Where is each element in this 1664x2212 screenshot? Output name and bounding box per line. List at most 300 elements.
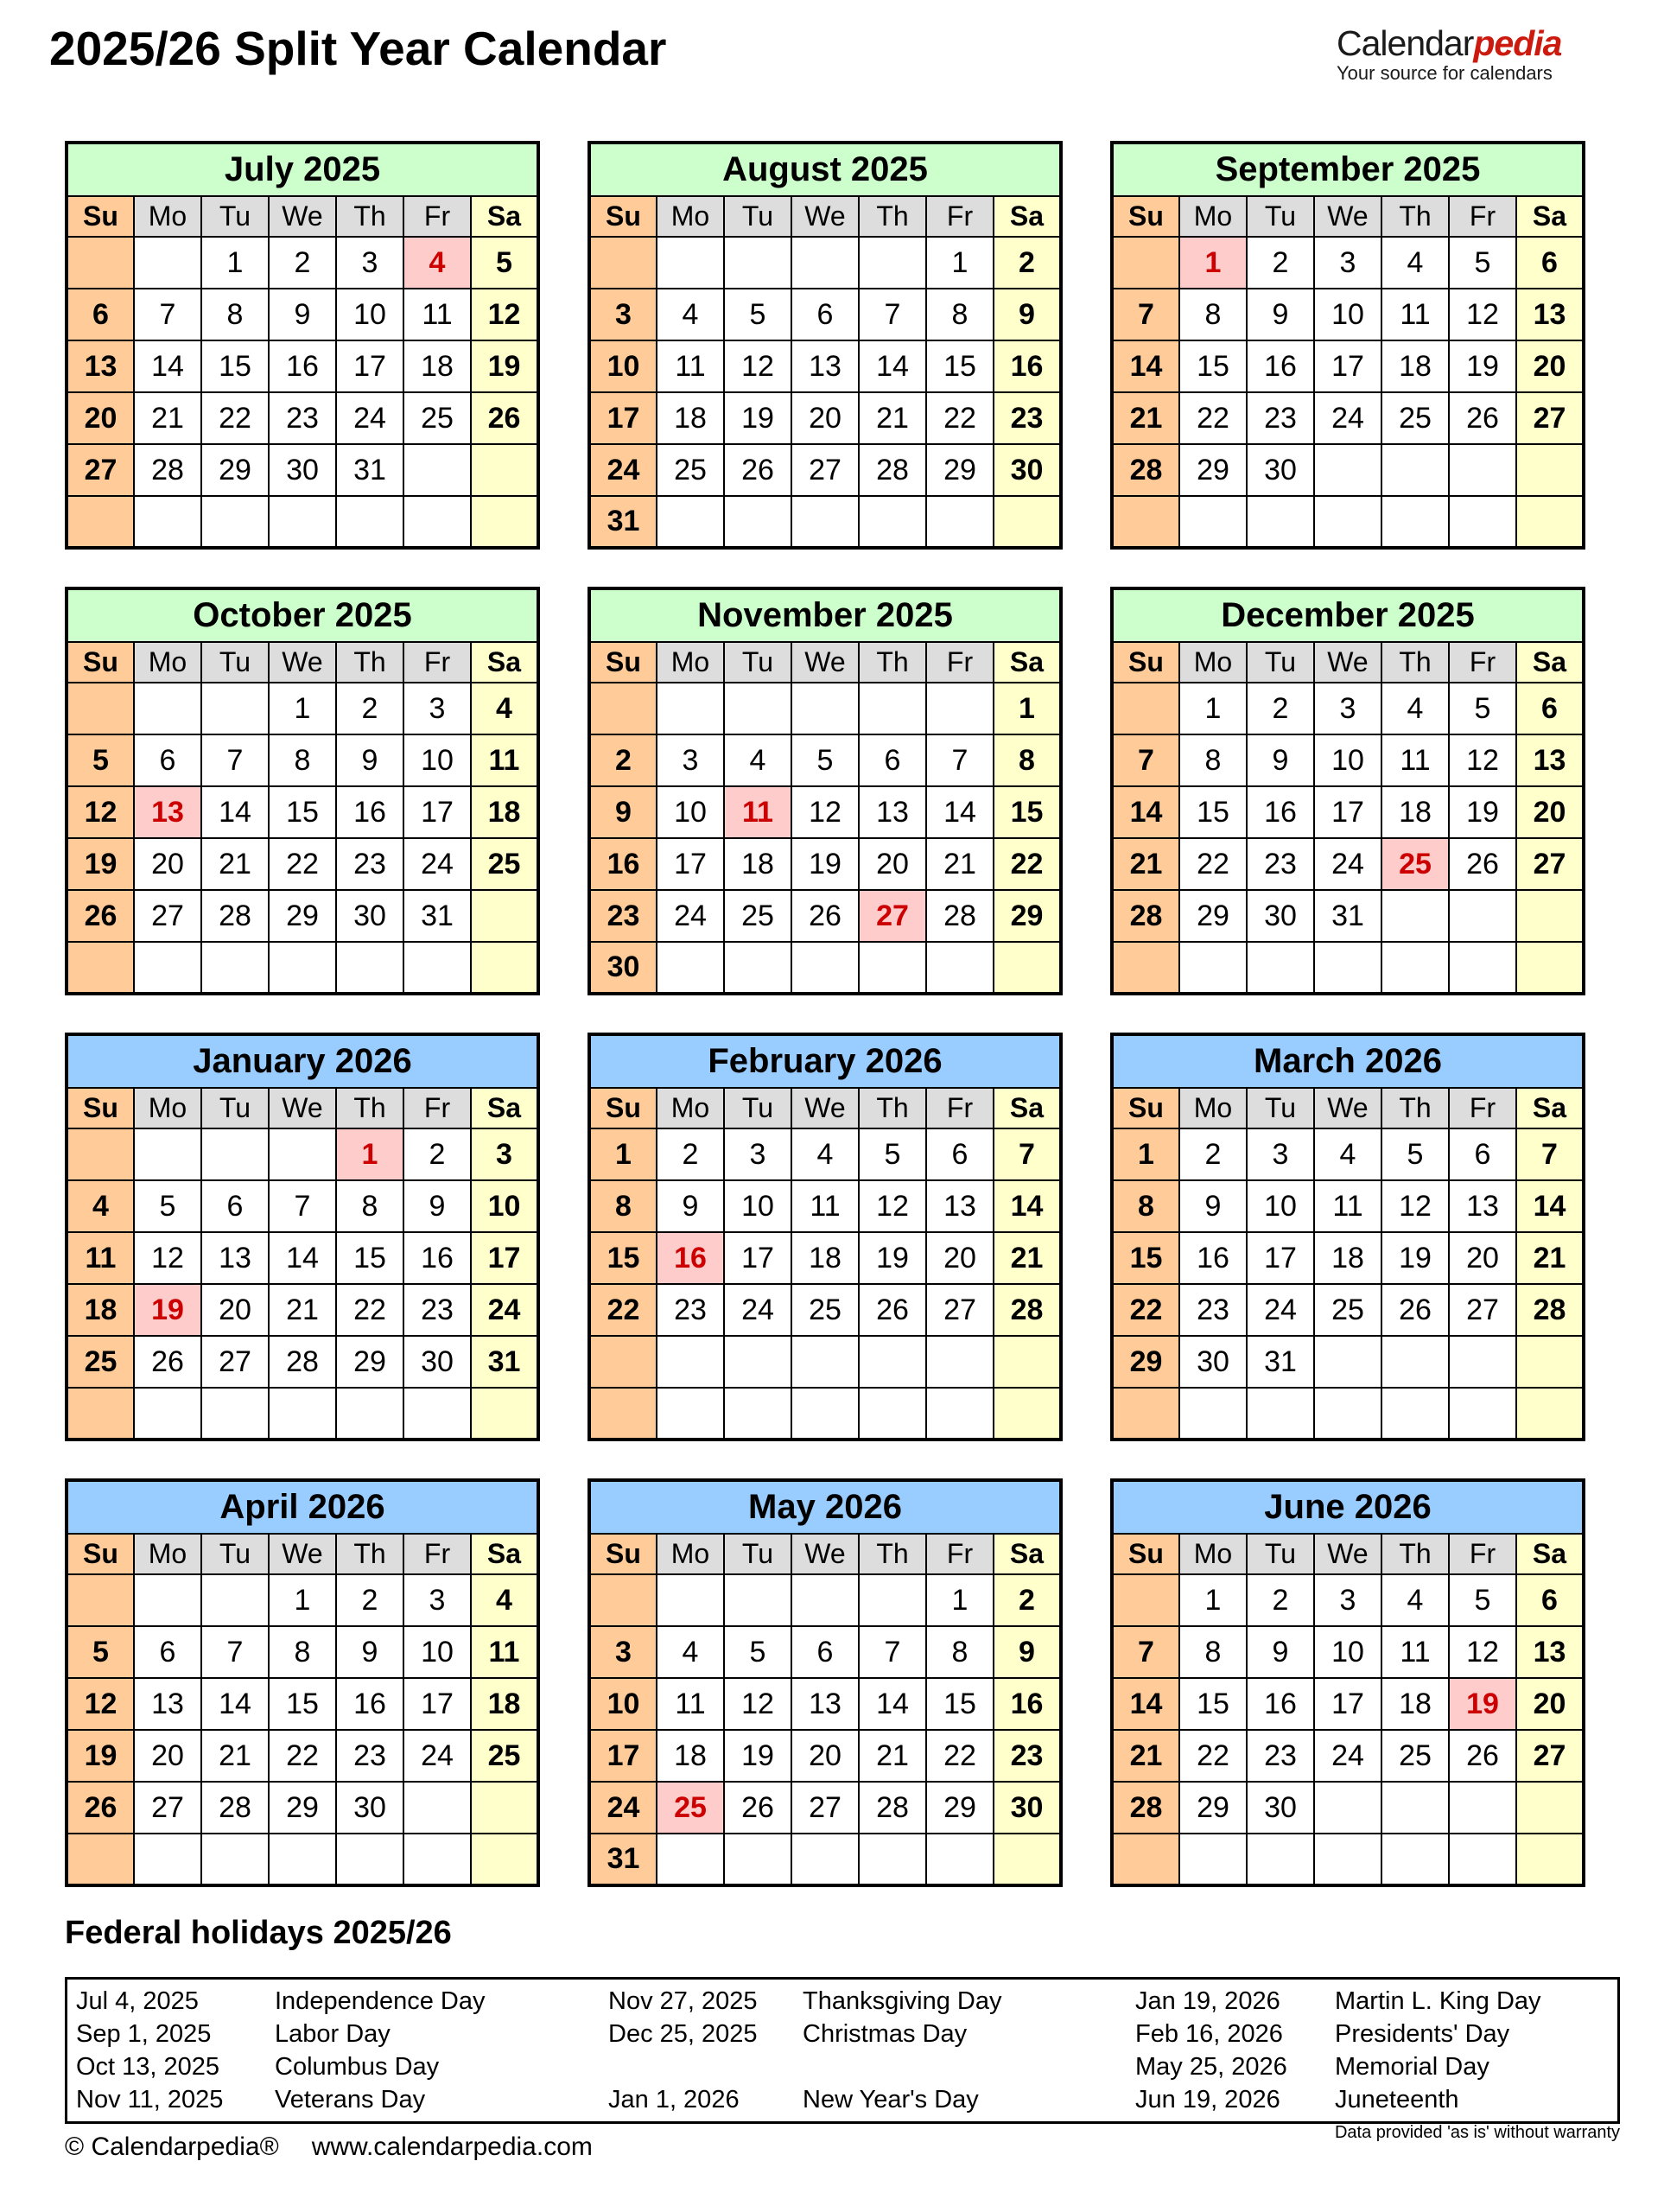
day-header-fr: Fr: [1449, 196, 1516, 237]
day-cell-10: 10: [1314, 734, 1381, 786]
day-cell-empty: [859, 237, 926, 289]
day-header-fr: Fr: [926, 1534, 994, 1574]
day-cell-8: 8: [926, 1626, 994, 1678]
day-cell-empty: [269, 942, 336, 994]
day-cell-9: 9: [336, 734, 403, 786]
day-cell-7: 7: [134, 289, 201, 340]
day-cell-30: 30: [336, 890, 403, 942]
day-cell-15: 15: [1179, 1678, 1247, 1730]
day-cell-empty: [201, 683, 269, 734]
day-cell-29: 29: [336, 1336, 403, 1388]
day-cell-16: 16: [1179, 1232, 1247, 1284]
day-cell-empty: [791, 942, 859, 994]
day-cell-9: 9: [1247, 289, 1314, 340]
day-header-th: Th: [1381, 1088, 1449, 1128]
day-cell-empty: [791, 237, 859, 289]
holiday-date: Jan 19, 2026: [1135, 1987, 1280, 2015]
day-cell-24: 24: [1314, 838, 1381, 890]
calendar-february-2026: [587, 1033, 1063, 1441]
day-cell-16: 16: [657, 1232, 724, 1284]
day-cell-11: 11: [1381, 1626, 1449, 1678]
day-cell-29: 29: [994, 890, 1061, 942]
day-cell-21: 21: [994, 1232, 1061, 1284]
day-cell-31: 31: [1314, 890, 1381, 942]
day-cell-11: 11: [403, 289, 471, 340]
day-cell-24: 24: [589, 1782, 657, 1834]
day-cell-2: 2: [403, 1128, 471, 1180]
day-header-th: Th: [859, 1088, 926, 1128]
day-cell-empty: [134, 1128, 201, 1180]
day-cell-23: 23: [269, 392, 336, 444]
day-cell-12: 12: [1449, 1626, 1516, 1678]
day-cell-empty: [201, 496, 269, 548]
day-cell-27: 27: [859, 890, 926, 942]
day-cell-16: 16: [269, 340, 336, 392]
holiday-date: Oct 13, 2025: [76, 2053, 220, 2081]
day-cell-5: 5: [67, 734, 134, 786]
day-cell-22: 22: [1179, 392, 1247, 444]
day-cell-13: 13: [1516, 289, 1584, 340]
day-cell-14: 14: [269, 1232, 336, 1284]
day-header-tu: Tu: [201, 1534, 269, 1574]
day-header-sa: Sa: [471, 1534, 538, 1574]
day-cell-empty: [1449, 1336, 1516, 1388]
day-cell-empty: [67, 683, 134, 734]
day-cell-3: 3: [336, 237, 403, 289]
day-header-mo: Mo: [134, 1534, 201, 1574]
day-cell-6: 6: [67, 289, 134, 340]
day-cell-empty: [269, 1128, 336, 1180]
day-header-mo: Mo: [1179, 1534, 1247, 1574]
day-cell-13: 13: [1516, 1626, 1584, 1678]
day-header-we: We: [791, 196, 859, 237]
day-cell-empty: [67, 1834, 134, 1885]
day-cell-empty: [269, 1388, 336, 1440]
day-header-th: Th: [336, 196, 403, 237]
day-cell-empty: [201, 1128, 269, 1180]
day-header-we: We: [269, 196, 336, 237]
day-cell-30: 30: [589, 942, 657, 994]
month-title-november-2025: November 2025: [589, 588, 1061, 642]
day-header-we: We: [791, 1088, 859, 1128]
day-cell-25: 25: [471, 1730, 538, 1782]
day-cell-22: 22: [589, 1284, 657, 1336]
day-cell-23: 23: [994, 1730, 1061, 1782]
day-cell-empty: [1381, 942, 1449, 994]
day-header-fr: Fr: [1449, 1534, 1516, 1574]
day-cell-3: 3: [1247, 1128, 1314, 1180]
day-cell-4: 4: [1381, 1574, 1449, 1626]
day-cell-25: 25: [657, 444, 724, 496]
day-cell-empty: [269, 496, 336, 548]
day-cell-12: 12: [724, 340, 791, 392]
day-cell-21: 21: [1112, 838, 1179, 890]
day-cell-26: 26: [67, 1782, 134, 1834]
day-cell-1: 1: [201, 237, 269, 289]
day-cell-19: 19: [1381, 1232, 1449, 1284]
calendar-april-2026: [65, 1478, 540, 1887]
holiday-name: Christmas Day: [803, 2020, 968, 2048]
day-cell-empty: [859, 496, 926, 548]
day-cell-5: 5: [471, 237, 538, 289]
day-cell-empty: [336, 1834, 403, 1885]
day-cell-16: 16: [589, 838, 657, 890]
day-cell-28: 28: [1112, 890, 1179, 942]
day-cell-24: 24: [589, 444, 657, 496]
holiday-name: Memorial Day: [1335, 2053, 1489, 2081]
day-cell-28: 28: [859, 444, 926, 496]
day-cell-9: 9: [1179, 1180, 1247, 1232]
day-cell-28: 28: [926, 890, 994, 942]
day-cell-empty: [1314, 1834, 1381, 1885]
month-title-april-2026: April 2026: [67, 1480, 538, 1534]
day-cell-11: 11: [1381, 289, 1449, 340]
day-cell-empty: [1516, 444, 1584, 496]
day-cell-11: 11: [67, 1232, 134, 1284]
day-cell-26: 26: [1449, 392, 1516, 444]
day-cell-empty: [859, 683, 926, 734]
day-cell-25: 25: [471, 838, 538, 890]
day-cell-empty: [336, 1388, 403, 1440]
day-cell-7: 7: [1112, 289, 1179, 340]
day-cell-18: 18: [657, 392, 724, 444]
day-cell-empty: [403, 942, 471, 994]
day-cell-24: 24: [1247, 1284, 1314, 1336]
day-cell-empty: [926, 1388, 994, 1440]
day-cell-empty: [589, 1574, 657, 1626]
day-cell-empty: [1449, 890, 1516, 942]
day-cell-28: 28: [1112, 444, 1179, 496]
copyright-text: © Calendarpedia®: [65, 2133, 279, 2161]
calendar-october-2025: [65, 587, 540, 995]
day-cell-7: 7: [269, 1180, 336, 1232]
day-cell-empty: [1516, 1336, 1584, 1388]
day-cell-empty: [859, 1336, 926, 1388]
day-cell-13: 13: [134, 786, 201, 838]
month-title-july-2025: July 2025: [67, 143, 538, 196]
day-cell-29: 29: [1179, 1782, 1247, 1834]
day-cell-10: 10: [403, 734, 471, 786]
day-cell-26: 26: [134, 1336, 201, 1388]
day-cell-12: 12: [791, 786, 859, 838]
day-cell-7: 7: [1112, 1626, 1179, 1678]
day-cell-15: 15: [336, 1232, 403, 1284]
day-cell-empty: [994, 496, 1061, 548]
day-header-tu: Tu: [724, 642, 791, 683]
day-cell-12: 12: [67, 786, 134, 838]
day-cell-3: 3: [589, 1626, 657, 1678]
day-header-th: Th: [1381, 642, 1449, 683]
logo-text-calendar: Calendar: [1337, 23, 1474, 63]
day-cell-1: 1: [926, 237, 994, 289]
day-cell-empty: [1314, 496, 1381, 548]
day-cell-empty: [1449, 496, 1516, 548]
day-cell-empty: [589, 1336, 657, 1388]
day-cell-26: 26: [67, 890, 134, 942]
day-cell-empty: [994, 942, 1061, 994]
month-title-march-2026: March 2026: [1112, 1034, 1584, 1088]
day-cell-8: 8: [269, 1626, 336, 1678]
day-cell-empty: [1449, 1834, 1516, 1885]
day-header-mo: Mo: [1179, 642, 1247, 683]
day-cell-10: 10: [471, 1180, 538, 1232]
day-cell-empty: [1516, 1782, 1584, 1834]
day-cell-14: 14: [134, 340, 201, 392]
day-cell-empty: [134, 1388, 201, 1440]
day-cell-1: 1: [994, 683, 1061, 734]
day-cell-11: 11: [657, 1678, 724, 1730]
day-cell-8: 8: [1179, 1626, 1247, 1678]
day-cell-13: 13: [859, 786, 926, 838]
day-cell-4: 4: [471, 1574, 538, 1626]
day-cell-18: 18: [471, 786, 538, 838]
day-cell-empty: [926, 496, 994, 548]
day-cell-31: 31: [336, 444, 403, 496]
day-header-fr: Fr: [403, 196, 471, 237]
day-cell-27: 27: [134, 1782, 201, 1834]
day-header-su: Su: [67, 642, 134, 683]
footer-copyright: [65, 2133, 593, 2162]
day-cell-empty: [1381, 890, 1449, 942]
day-cell-7: 7: [201, 734, 269, 786]
day-cell-24: 24: [403, 838, 471, 890]
day-cell-28: 28: [134, 444, 201, 496]
day-cell-empty: [791, 1834, 859, 1885]
day-cell-3: 3: [471, 1128, 538, 1180]
day-cell-15: 15: [269, 1678, 336, 1730]
day-cell-empty: [724, 496, 791, 548]
day-header-th: Th: [859, 1534, 926, 1574]
day-header-tu: Tu: [1247, 1534, 1314, 1574]
day-cell-23: 23: [1247, 1730, 1314, 1782]
day-cell-empty: [201, 1834, 269, 1885]
day-cell-18: 18: [1314, 1232, 1381, 1284]
calendar-march-2026: [1110, 1033, 1585, 1441]
holiday-name: [794, 2050, 1127, 2083]
day-cell-9: 9: [1247, 1626, 1314, 1678]
day-cell-empty: [67, 942, 134, 994]
day-header-sa: Sa: [994, 1088, 1061, 1128]
day-cell-empty: [1314, 444, 1381, 496]
holidays-table: [65, 1977, 1620, 2124]
day-cell-24: 24: [336, 392, 403, 444]
day-cell-17: 17: [336, 340, 403, 392]
day-cell-5: 5: [134, 1180, 201, 1232]
day-cell-16: 16: [336, 786, 403, 838]
day-cell-7: 7: [1112, 734, 1179, 786]
day-cell-10: 10: [657, 786, 724, 838]
day-cell-empty: [1247, 1834, 1314, 1885]
day-cell-empty: [657, 1574, 724, 1626]
holiday-date: Jul 4, 2025: [76, 1987, 199, 2015]
holiday-name: Presidents' Day: [1335, 2020, 1510, 2048]
day-cell-25: 25: [1381, 838, 1449, 890]
day-cell-7: 7: [926, 734, 994, 786]
day-cell-5: 5: [67, 1626, 134, 1678]
page-title: 2025/26 Split Year Calendar: [49, 22, 667, 75]
day-cell-10: 10: [1314, 289, 1381, 340]
day-cell-empty: [1381, 1336, 1449, 1388]
day-header-mo: Mo: [657, 1534, 724, 1574]
day-cell-5: 5: [724, 1626, 791, 1678]
day-cell-empty: [791, 1388, 859, 1440]
day-header-we: We: [1314, 196, 1381, 237]
day-cell-7: 7: [1516, 1128, 1584, 1180]
day-cell-8: 8: [1112, 1180, 1179, 1232]
day-header-fr: Fr: [926, 642, 994, 683]
holiday-name: Juneteenth: [1335, 2086, 1459, 2113]
logo-tagline: Your source for calendars: [1337, 62, 1553, 84]
day-cell-empty: [1381, 496, 1449, 548]
day-cell-13: 13: [791, 1678, 859, 1730]
day-header-mo: Mo: [134, 642, 201, 683]
day-cell-5: 5: [791, 734, 859, 786]
day-cell-15: 15: [994, 786, 1061, 838]
day-cell-16: 16: [403, 1232, 471, 1284]
day-cell-17: 17: [471, 1232, 538, 1284]
day-header-tu: Tu: [1247, 1088, 1314, 1128]
day-cell-21: 21: [926, 838, 994, 890]
day-cell-26: 26: [724, 444, 791, 496]
day-cell-15: 15: [1179, 340, 1247, 392]
day-cell-14: 14: [201, 786, 269, 838]
day-cell-19: 19: [471, 340, 538, 392]
day-cell-19: 19: [859, 1232, 926, 1284]
day-cell-4: 4: [791, 1128, 859, 1180]
holiday-name: Thanksgiving Day: [803, 1987, 1002, 2015]
day-cell-28: 28: [1112, 1782, 1179, 1834]
month-title-february-2026: February 2026: [589, 1034, 1061, 1088]
day-header-fr: Fr: [926, 196, 994, 237]
day-cell-empty: [1381, 1834, 1449, 1885]
day-cell-28: 28: [994, 1284, 1061, 1336]
day-cell-23: 23: [589, 890, 657, 942]
day-cell-13: 13: [926, 1180, 994, 1232]
day-cell-12: 12: [134, 1232, 201, 1284]
day-cell-22: 22: [269, 838, 336, 890]
day-cell-13: 13: [67, 340, 134, 392]
day-cell-25: 25: [657, 1782, 724, 1834]
day-cell-15: 15: [201, 340, 269, 392]
day-cell-empty: [1179, 1834, 1247, 1885]
day-cell-7: 7: [859, 289, 926, 340]
day-cell-10: 10: [1314, 1626, 1381, 1678]
day-cell-21: 21: [269, 1284, 336, 1336]
calendar-september-2025: [1110, 141, 1585, 550]
day-cell-5: 5: [724, 289, 791, 340]
day-cell-16: 16: [994, 340, 1061, 392]
day-cell-28: 28: [859, 1782, 926, 1834]
day-header-tu: Tu: [201, 642, 269, 683]
month-title-june-2026: June 2026: [1112, 1480, 1584, 1534]
day-cell-23: 23: [657, 1284, 724, 1336]
day-cell-29: 29: [201, 444, 269, 496]
day-cell-27: 27: [1516, 392, 1584, 444]
day-cell-23: 23: [403, 1284, 471, 1336]
day-cell-empty: [1314, 1782, 1381, 1834]
holiday-date: Nov 11, 2025: [76, 2086, 224, 2113]
day-cell-14: 14: [859, 1678, 926, 1730]
day-cell-8: 8: [1179, 734, 1247, 786]
day-cell-20: 20: [926, 1232, 994, 1284]
day-cell-27: 27: [1516, 838, 1584, 890]
day-cell-empty: [403, 496, 471, 548]
day-cell-22: 22: [926, 1730, 994, 1782]
day-cell-13: 13: [134, 1678, 201, 1730]
day-cell-7: 7: [994, 1128, 1061, 1180]
day-cell-22: 22: [1179, 838, 1247, 890]
day-cell-15: 15: [1112, 1232, 1179, 1284]
day-cell-31: 31: [471, 1336, 538, 1388]
day-cell-empty: [724, 237, 791, 289]
holiday-name: Independence Day: [275, 1987, 486, 2015]
day-cell-empty: [1381, 444, 1449, 496]
day-header-mo: Mo: [1179, 1088, 1247, 1128]
day-cell-23: 23: [336, 1730, 403, 1782]
day-cell-empty: [1179, 1388, 1247, 1440]
day-cell-1: 1: [1179, 683, 1247, 734]
day-cell-11: 11: [471, 1626, 538, 1678]
day-cell-3: 3: [1314, 1574, 1381, 1626]
day-cell-1: 1: [926, 1574, 994, 1626]
day-cell-15: 15: [269, 786, 336, 838]
day-cell-20: 20: [859, 838, 926, 890]
day-cell-26: 26: [1449, 838, 1516, 890]
day-cell-16: 16: [994, 1678, 1061, 1730]
day-cell-empty: [724, 1834, 791, 1885]
day-cell-6: 6: [201, 1180, 269, 1232]
day-cell-30: 30: [1247, 890, 1314, 942]
day-cell-6: 6: [1516, 237, 1584, 289]
day-header-th: Th: [336, 1088, 403, 1128]
day-cell-20: 20: [1516, 1678, 1584, 1730]
day-cell-21: 21: [859, 1730, 926, 1782]
day-cell-17: 17: [1247, 1232, 1314, 1284]
day-cell-2: 2: [269, 237, 336, 289]
day-cell-6: 6: [134, 1626, 201, 1678]
day-cell-26: 26: [1449, 1730, 1516, 1782]
day-cell-empty: [1516, 496, 1584, 548]
holiday-name: Martin L. King Day: [1335, 1987, 1541, 2015]
day-header-tu: Tu: [724, 1534, 791, 1574]
day-cell-6: 6: [1449, 1128, 1516, 1180]
day-header-mo: Mo: [657, 642, 724, 683]
day-cell-22: 22: [994, 838, 1061, 890]
day-cell-29: 29: [1179, 444, 1247, 496]
day-cell-3: 3: [589, 289, 657, 340]
day-cell-8: 8: [336, 1180, 403, 1232]
day-cell-empty: [336, 942, 403, 994]
day-header-tu: Tu: [201, 1088, 269, 1128]
holiday-date: Nov 27, 2025: [608, 1987, 758, 2015]
day-header-mo: Mo: [657, 196, 724, 237]
holiday-name: Labor Day: [275, 2020, 391, 2048]
day-cell-6: 6: [1516, 683, 1584, 734]
day-cell-empty: [1314, 1388, 1381, 1440]
day-header-su: Su: [1112, 642, 1179, 683]
calendar-december-2025: [1110, 587, 1585, 995]
day-cell-empty: [589, 683, 657, 734]
day-cell-8: 8: [994, 734, 1061, 786]
day-cell-17: 17: [1314, 1678, 1381, 1730]
day-header-fr: Fr: [403, 1534, 471, 1574]
day-header-th: Th: [1381, 196, 1449, 237]
day-cell-3: 3: [403, 1574, 471, 1626]
day-cell-13: 13: [791, 340, 859, 392]
day-cell-16: 16: [1247, 786, 1314, 838]
day-cell-25: 25: [67, 1336, 134, 1388]
day-cell-empty: [471, 1782, 538, 1834]
